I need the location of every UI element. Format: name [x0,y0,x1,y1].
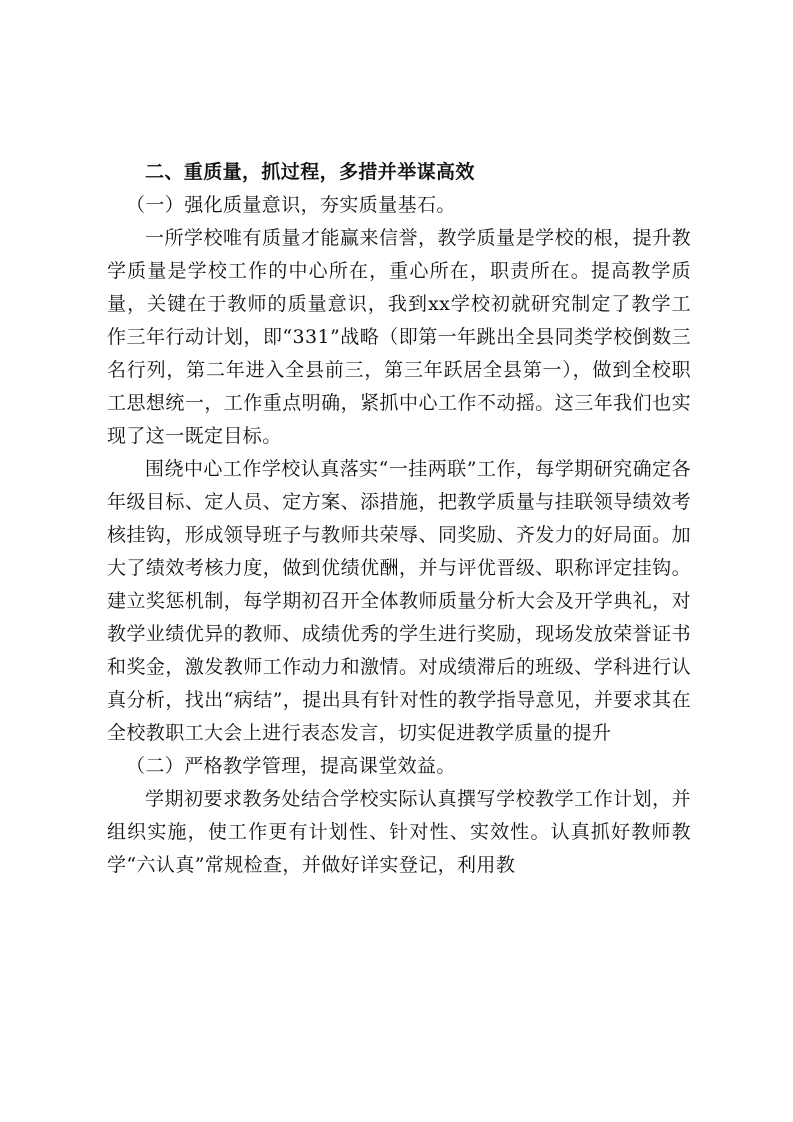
paragraph-3: 学期初要求教务处结合学校实际认真撰写学校教学工作计划，并组织实施，使工作更有计划性、针对性、实效性。认真抓好教师教学“六认真”常规检查，并做好详实登记，利用教 [107,788,691,876]
subsection-heading-1: （一）强化质量意识，夯实质量基石。 [126,194,456,216]
subsection-heading-2: （二）严格教学管理，提高课堂效益。 [126,755,456,777]
document-body [107,156,691,882]
paragraph-2: 围绕中心工作学校认真落实“一挂两联”工作，每学期研究确定各年级目标、定人员、定方案、添措施，把教学质量与挂联领导绩效考核挂钩，形成领导班子与教师共荣辱、同奖励、齐发力的好局面。加大了绩效考核力度，做到优绩优酬，并与评优晋级、职称评定挂钩。建立奖惩机制，每学期初召开全体教师质量分析大会及开学典礼，对教学业绩优异的教师、成绩优秀的学生进行奖励，现场发放荣誉证书和奖金，激发教师工作动力和激情。对成绩滞后的班级、学科进行认真分析，找出“病结”，提出具有针对性的教学指导意见，并要求其在全校教职工大会上进行表态发言，切实促进教学质量的提升 [107,458,691,744]
paragraph-1: 一所学校唯有质量才能赢来信誉，教学质量是学校的根，提升教学质量是学校工作的中心所在，重心所在，职责所在。提高教学质量，关键在于教师的质量意识，我到xx学校初就研究制定了教学工作三年行动计划，即“331”战略（即第一年跳出全县同类学校倒数三名行列，第二年进入全县前三，第三年跃居全县第一），做到全校职工思想统一，工作重点明确，紧抓中心工作不动摇。这三年我们也实现了这一既定目标。 [107,227,691,447]
section-heading: 二、重质量，抓过程，多措并举谋高效 [145,161,475,183]
